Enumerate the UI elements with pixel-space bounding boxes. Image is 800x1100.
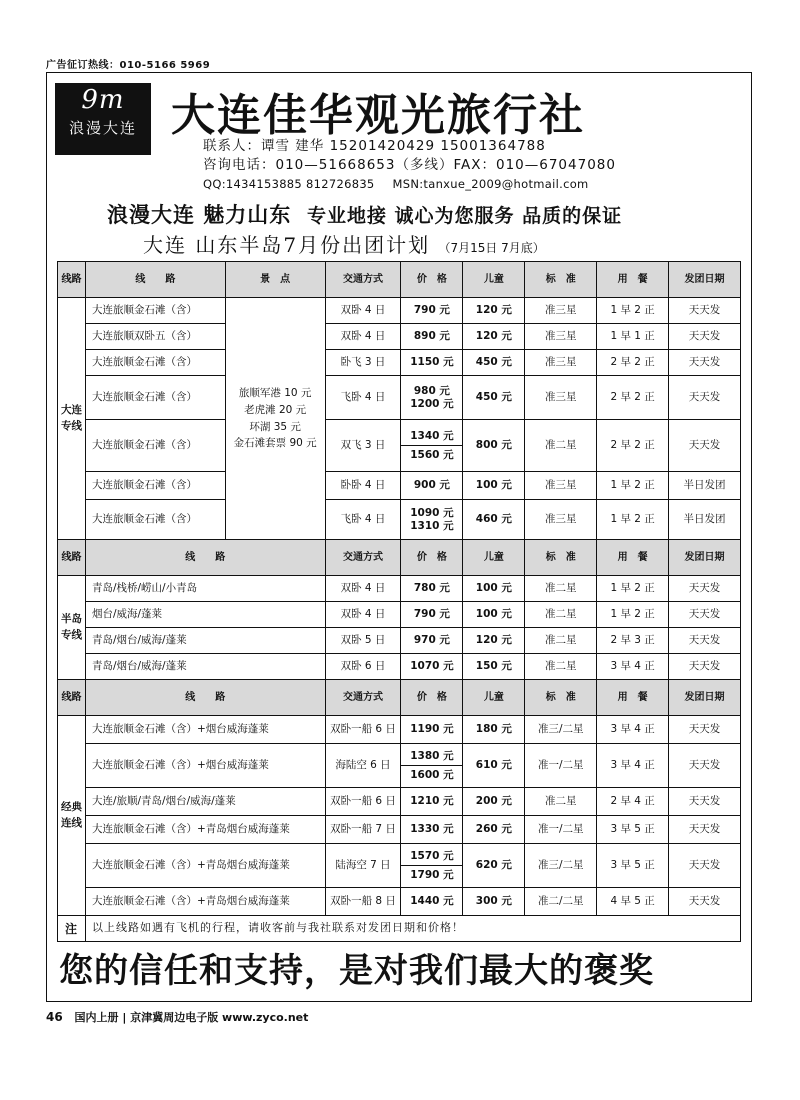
child-price-cell: 450 元 [463, 376, 525, 420]
header-route: 线 路 [85, 540, 325, 576]
table-row [58, 376, 741, 420]
note-text: 以上线路如遇有飞机的行程，请收客前与我社联系对发团日期和价格！ [85, 916, 740, 942]
depart-cell: 天天发 [669, 716, 741, 744]
price-low: 1570 元 [410, 849, 454, 862]
standard-cell: 准三星 [525, 350, 597, 376]
depart-cell: 天天发 [669, 324, 741, 350]
standard-cell: 准三/二星 [525, 844, 597, 888]
table-row [58, 420, 741, 472]
contact-phone: 咨询电话：010—51668653（多线）FAX：010—67047080 [203, 157, 616, 173]
ad-frame [46, 72, 752, 1002]
plan-title [143, 229, 545, 258]
contact-online [203, 177, 589, 191]
child-price-cell: 120 元 [463, 628, 525, 654]
transport-cell: 双卧 4 日 [325, 324, 401, 350]
header-transport: 交通方式 [325, 262, 401, 298]
page-number: 46 [46, 1010, 63, 1024]
child-price-cell: 120 元 [463, 298, 525, 324]
table-row [58, 888, 741, 916]
meal-cell: 3 早 4 正 [597, 744, 669, 788]
meal-cell: 1 早 2 正 [597, 500, 669, 540]
plan-heading: 大连 山东半岛7月份出团计划 [143, 233, 431, 257]
depart-cell: 半日发团 [669, 472, 741, 500]
price-low: 1090 元 [410, 507, 454, 520]
depart-cell: 半日发团 [669, 500, 741, 540]
route-cell: 大连旅顺金石滩（含） [85, 376, 225, 420]
table-row [58, 844, 741, 888]
table-row [58, 298, 741, 324]
standard-cell: 准三星 [525, 472, 597, 500]
price-cell: 790 元 [401, 298, 463, 324]
depart-cell: 天天发 [669, 376, 741, 420]
price-high: 1310 元 [410, 519, 454, 532]
transport-cell: 飞卧 4 日 [325, 376, 401, 420]
table-header [58, 540, 741, 576]
page-footer [46, 1009, 308, 1025]
depart-cell: 天天发 [669, 816, 741, 844]
meal-cell: 2 早 3 正 [597, 628, 669, 654]
scenic-item: 老虎滩 20 元 [244, 403, 307, 416]
table-header [58, 680, 741, 716]
route-cell: 大连/旅顺/青岛/烟台/威海/蓬莱 [85, 788, 325, 816]
table-row [58, 788, 741, 816]
route-cell: 大连旅顺双卧五（含） [85, 324, 225, 350]
ad-hotline: 广告征订热线：010-5166 5969 [46, 60, 211, 71]
note-label: 注 [58, 916, 86, 942]
header-child: 儿童 [463, 680, 525, 716]
meal-cell: 1 早 2 正 [597, 602, 669, 628]
meal-cell: 3 早 4 正 [597, 716, 669, 744]
meal-cell: 1 早 2 正 [597, 576, 669, 602]
child-price-cell: 100 元 [463, 472, 525, 500]
price-cell: 970 元 [401, 628, 463, 654]
table-header [58, 262, 741, 298]
logo-tag: 浪漫大连 [68, 119, 137, 137]
header-price: 价 格 [401, 680, 463, 716]
table-row [58, 816, 741, 844]
meal-cell: 3 早 5 正 [597, 844, 669, 888]
table-row [58, 744, 741, 788]
meal-cell: 3 早 4 正 [597, 654, 669, 680]
meal-cell: 2 早 2 正 [597, 420, 669, 472]
transport-cell: 双卧 4 日 [325, 602, 401, 628]
price-cell [401, 420, 463, 472]
slogan [107, 199, 622, 229]
group-label-classic: 经典连线 [58, 716, 86, 916]
route-cell: 大连旅顺金石滩（含） [85, 350, 225, 376]
transport-cell: 双卧 6 日 [325, 654, 401, 680]
header-meal: 用 餐 [597, 262, 669, 298]
price-low: 1340 元 [410, 429, 454, 442]
child-price-cell: 150 元 [463, 654, 525, 680]
transport-cell: 双卧一船 8 日 [325, 888, 401, 916]
price-low: 980 元 [413, 385, 450, 398]
transport-cell: 双卧 4 日 [325, 298, 401, 324]
agency-name: 大连佳华观光旅行社 [171, 90, 585, 141]
header-route: 线 路 [85, 262, 225, 298]
price-high: 1600 元 [401, 765, 462, 781]
transport-cell: 卧飞 3 日 [325, 350, 401, 376]
depart-cell: 天天发 [669, 654, 741, 680]
plan-date-range: （7月15日 7月底） [438, 241, 545, 255]
route-cell: 大连旅顺金石滩（含） [85, 298, 225, 324]
header-depart: 发团日期 [669, 540, 741, 576]
table-row [58, 500, 741, 540]
standard-cell: 准三/二星 [525, 716, 597, 744]
table-row [58, 654, 741, 680]
slogan-service: 专业地接 诚心为您服务 品质的保证 [306, 205, 623, 227]
price-cell: 1190 元 [401, 716, 463, 744]
price-cell: 1210 元 [401, 788, 463, 816]
depart-cell: 天天发 [669, 888, 741, 916]
header-depart: 发团日期 [669, 262, 741, 298]
standard-cell: 准一/二星 [525, 816, 597, 844]
price-cell [401, 844, 463, 888]
depart-cell: 天天发 [669, 602, 741, 628]
transport-cell: 双卧 4 日 [325, 576, 401, 602]
table-row [58, 472, 741, 500]
meal-cell: 1 早 1 正 [597, 324, 669, 350]
table-row [58, 324, 741, 350]
header-standard: 标 准 [525, 540, 597, 576]
child-price-cell: 100 元 [463, 602, 525, 628]
standard-cell: 准二星 [525, 420, 597, 472]
page-footer-text: 国内上册 | 京津冀周边电子版 www.zyco.net [74, 1011, 309, 1024]
child-price-cell: 200 元 [463, 788, 525, 816]
route-cell: 烟台/威海/蓬莱 [85, 602, 325, 628]
route-cell: 大连旅顺金石滩（含）+青岛烟台威海蓬莱 [85, 844, 325, 888]
header-transport: 交通方式 [325, 680, 401, 716]
header-group: 线路 [58, 540, 86, 576]
header-price: 价 格 [401, 540, 463, 576]
header-meal: 用 餐 [597, 680, 669, 716]
header-group: 线路 [58, 262, 86, 298]
route-cell: 青岛/烟台/威海/蓬莱 [85, 654, 325, 680]
route-cell: 大连旅顺金石滩（含）+烟台威海蓬莱 [85, 744, 325, 788]
msn-address: MSN:tanxue_2009@hotmail.com [392, 177, 589, 191]
meal-cell: 2 早 4 正 [597, 788, 669, 816]
standard-cell: 准二星 [525, 602, 597, 628]
price-cell: 790 元 [401, 602, 463, 628]
header-depart: 发团日期 [669, 680, 741, 716]
header-child: 儿童 [463, 262, 525, 298]
header-group: 线路 [58, 680, 86, 716]
transport-cell: 双卧一船 6 日 [325, 716, 401, 744]
standard-cell: 准三星 [525, 500, 597, 540]
standard-cell: 准二星 [525, 654, 597, 680]
route-cell: 青岛/烟台/威海/蓬莱 [85, 628, 325, 654]
table-row [58, 576, 741, 602]
child-price-cell: 120 元 [463, 324, 525, 350]
table-row [58, 716, 741, 744]
depart-cell: 天天发 [669, 298, 741, 324]
depart-cell: 天天发 [669, 844, 741, 888]
group-label-peninsula: 半岛专线 [58, 576, 86, 680]
route-cell: 大连旅顺金石滩（含）+青岛烟台威海蓬莱 [85, 888, 325, 916]
price-high: 1200 元 [410, 397, 454, 410]
transport-cell: 双卧一船 6 日 [325, 788, 401, 816]
child-price-cell: 100 元 [463, 576, 525, 602]
transport-cell: 陆海空 7 日 [325, 844, 401, 888]
standard-cell: 准二星 [525, 628, 597, 654]
transport-cell: 卧卧 4 日 [325, 472, 401, 500]
logo [55, 83, 151, 155]
qq-numbers: QQ:1434153885 812726835 [203, 177, 375, 191]
child-price-cell: 800 元 [463, 420, 525, 472]
standard-cell: 准三星 [525, 376, 597, 420]
header-price: 价 格 [401, 262, 463, 298]
transport-cell: 双卧一船 7 日 [325, 816, 401, 844]
price-cell: 1150 元 [401, 350, 463, 376]
transport-cell: 海陆空 6 日 [325, 744, 401, 788]
standard-cell: 准一/二星 [525, 744, 597, 788]
route-cell: 大连旅顺金石滩（含） [85, 500, 225, 540]
price-cell: 1440 元 [401, 888, 463, 916]
child-price-cell: 300 元 [463, 888, 525, 916]
logo-script: 9m [81, 85, 125, 115]
scenic-item: 旅顺军港 10 元 [238, 386, 312, 399]
price-low: 1380 元 [410, 749, 454, 762]
route-cell: 大连旅顺金石滩（含） [85, 420, 225, 472]
depart-cell: 天天发 [669, 628, 741, 654]
transport-cell: 飞卧 4 日 [325, 500, 401, 540]
child-price-cell: 450 元 [463, 350, 525, 376]
standard-cell: 准三星 [525, 324, 597, 350]
standard-cell: 准二/二星 [525, 888, 597, 916]
transport-cell: 双飞 3 日 [325, 420, 401, 472]
price-cell: 1070 元 [401, 654, 463, 680]
meal-cell: 1 早 2 正 [597, 298, 669, 324]
table-row [58, 350, 741, 376]
note-row [58, 916, 741, 942]
scenic-item: 环湖 35 元 [249, 420, 301, 433]
child-price-cell: 460 元 [463, 500, 525, 540]
route-cell: 大连旅顺金石滩（含）+烟台威海蓬莱 [85, 716, 325, 744]
price-cell: 780 元 [401, 576, 463, 602]
route-cell: 大连旅顺金石滩（含）+青岛烟台威海蓬莱 [85, 816, 325, 844]
meal-cell: 3 早 5 正 [597, 816, 669, 844]
route-cell: 大连旅顺金石滩（含） [85, 472, 225, 500]
depart-cell: 天天发 [669, 350, 741, 376]
header-scenic: 景 点 [225, 262, 325, 298]
depart-cell: 天天发 [669, 788, 741, 816]
header-standard: 标 准 [525, 680, 597, 716]
table-row [58, 628, 741, 654]
contact-people: 联系人：谭雪 建华 15201420429 15001364788 [203, 138, 546, 154]
child-price-cell: 180 元 [463, 716, 525, 744]
closing-slogan: 您的信任和支持，是对我们最大的褒奖 [59, 951, 654, 991]
header-standard: 标 准 [525, 262, 597, 298]
slogan-main: 浪漫大连 魅力山东 [107, 202, 292, 227]
route-cell: 青岛/栈桥/崂山/小青岛 [85, 576, 325, 602]
header-meal: 用 餐 [597, 540, 669, 576]
header-child: 儿童 [463, 540, 525, 576]
price-cell: 1330 元 [401, 816, 463, 844]
price-cell [401, 500, 463, 540]
table-row [58, 602, 741, 628]
header-transport: 交通方式 [325, 540, 401, 576]
meal-cell: 4 早 5 正 [597, 888, 669, 916]
price-cell: 890 元 [401, 324, 463, 350]
price-high: 1560 元 [401, 445, 462, 461]
header-route: 线 路 [85, 680, 325, 716]
depart-cell: 天天发 [669, 576, 741, 602]
scenic-item: 金石滩套票 90 元 [233, 437, 317, 450]
standard-cell: 准三星 [525, 298, 597, 324]
price-cell [401, 744, 463, 788]
child-price-cell: 610 元 [463, 744, 525, 788]
child-price-cell: 620 元 [463, 844, 525, 888]
scenic-list [225, 298, 325, 540]
itinerary-table [57, 261, 741, 942]
standard-cell: 准二星 [525, 576, 597, 602]
transport-cell: 双卧 5 日 [325, 628, 401, 654]
group-label-dalian: 大连专线 [58, 298, 86, 540]
meal-cell: 2 早 2 正 [597, 376, 669, 420]
price-high: 1790 元 [401, 865, 462, 881]
standard-cell: 准二星 [525, 788, 597, 816]
child-price-cell: 260 元 [463, 816, 525, 844]
price-cell [401, 376, 463, 420]
depart-cell: 天天发 [669, 744, 741, 788]
meal-cell: 2 早 2 正 [597, 350, 669, 376]
meal-cell: 1 早 2 正 [597, 472, 669, 500]
depart-cell: 天天发 [669, 420, 741, 472]
price-cell: 900 元 [401, 472, 463, 500]
